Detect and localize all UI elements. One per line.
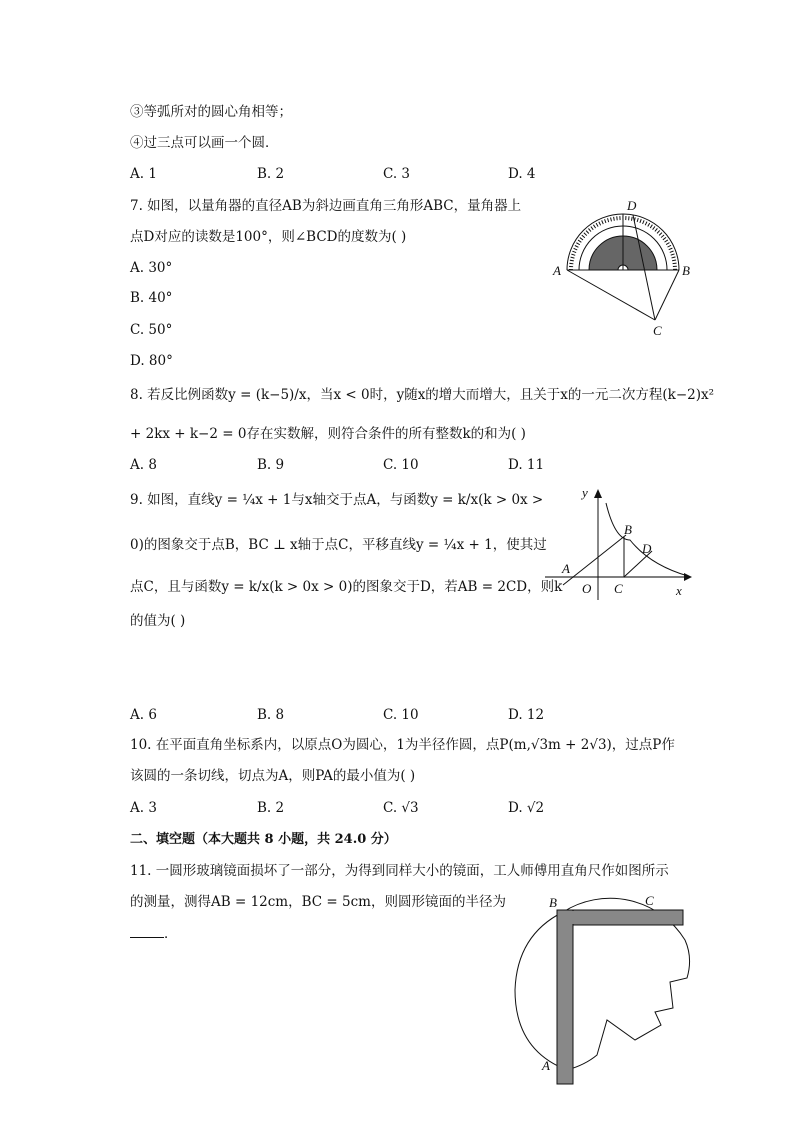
label-c: C xyxy=(614,581,623,596)
option-a: A. 6 xyxy=(130,707,157,723)
label-a: A xyxy=(553,263,561,278)
q11-line-1: 11. 一圆形玻璃镜面损坏了一部分，为得到同样大小的镜面，工人师傅用直角尺作如图所示 xyxy=(130,863,669,879)
option-c: C. 10 xyxy=(383,707,419,723)
option-a: A. 8 xyxy=(130,457,157,473)
answer-blank[interactable] xyxy=(130,925,164,938)
q9-line-3: 点C，且与函数y = k/x(k > 0x > 0)的图象交于D，若AB = 2CD，则k xyxy=(130,579,563,595)
option-d: D. 11 xyxy=(508,457,545,473)
q9-line-2: 0)的图象交于点B，BC ⊥ x轴于点C，平移直线y = ¼x + 1，使其过 xyxy=(130,537,547,553)
option-c: C. 3 xyxy=(383,166,411,182)
option-a: A. 30° xyxy=(130,260,173,276)
option-b: B. 8 xyxy=(257,707,285,723)
label-b: B xyxy=(682,263,690,278)
option-b: B. 9 xyxy=(257,457,285,473)
option-d: D. √2 xyxy=(508,800,545,816)
label-y: y xyxy=(582,485,588,500)
option-d: D. 4 xyxy=(508,166,536,182)
option-a: A. 1 xyxy=(130,166,157,182)
q9-line-4: 的值为( ) xyxy=(130,613,186,629)
option-a: A. 3 xyxy=(130,800,157,816)
option-c: C. √3 xyxy=(383,800,419,816)
label-c: C xyxy=(653,323,662,338)
option-b: B. 40° xyxy=(130,290,173,306)
option-d: D. 80° xyxy=(130,353,173,369)
label-d: D xyxy=(627,198,637,213)
option-b: B. 2 xyxy=(257,800,285,816)
hyperbola-figure xyxy=(540,485,700,605)
section-heading: 二、填空题（本大题共 8 小题，共 24.0 分） xyxy=(130,832,397,847)
option-d: D. 12 xyxy=(508,707,545,723)
label-b: B xyxy=(624,522,632,537)
label-o: O xyxy=(582,581,592,596)
protractor-figure xyxy=(545,195,705,340)
q8-line-2: + 2kx + k−2 = 0存在实数解，则符合条件的所有整数k的和为( ) xyxy=(130,426,526,442)
period: ． xyxy=(164,926,178,942)
option-c: C. 50° xyxy=(130,322,173,338)
q10-line-2: 该圆的一条切线，切点为A，则PA的最小值为( ) xyxy=(130,768,416,784)
label-a: A xyxy=(542,1058,550,1073)
label-b: B xyxy=(549,895,557,910)
label-d: D xyxy=(642,541,652,556)
label-x: x xyxy=(676,583,682,598)
option-b: B. 2 xyxy=(257,166,285,182)
q9-line-1: 9. 如图，直线y = ¼x + 1与x轴交于点A，与函数y = k/x(k > 0x > xyxy=(130,492,544,508)
mirror-figure xyxy=(505,890,705,1090)
q8-line-1: 8. 若反比例函数y = (k−5)/x，当x < 0时，y随x的增大而增大，且关于x的一元二次方程(k−2)x² xyxy=(130,387,715,403)
q11-line-3 xyxy=(130,925,178,943)
q10-line-1: 10. 在平面直角坐标系内，以原点O为圆心，1为半径作圆，点P(m,√3m + 2√3)，过点P作 xyxy=(130,737,675,753)
q7-line-2: 点D对应的读数是100°，则∠BCD的度数为( ) xyxy=(130,229,407,245)
label-a: A xyxy=(562,561,570,576)
statement-3: ③等弧所对的圆心角相等； xyxy=(130,104,292,120)
q11-line-2: 的测量，测得AB = 12cm，BC = 5cm，则圆形镜面的半径为 xyxy=(130,894,506,910)
statement-4: ④过三点可以画一个圆． xyxy=(130,135,279,151)
option-c: C. 10 xyxy=(383,457,419,473)
q7-line-1: 7. 如图，以量角器的直径AB为斜边画直角三角形ABC，量角器上 xyxy=(130,198,522,214)
label-c: C xyxy=(645,893,654,908)
